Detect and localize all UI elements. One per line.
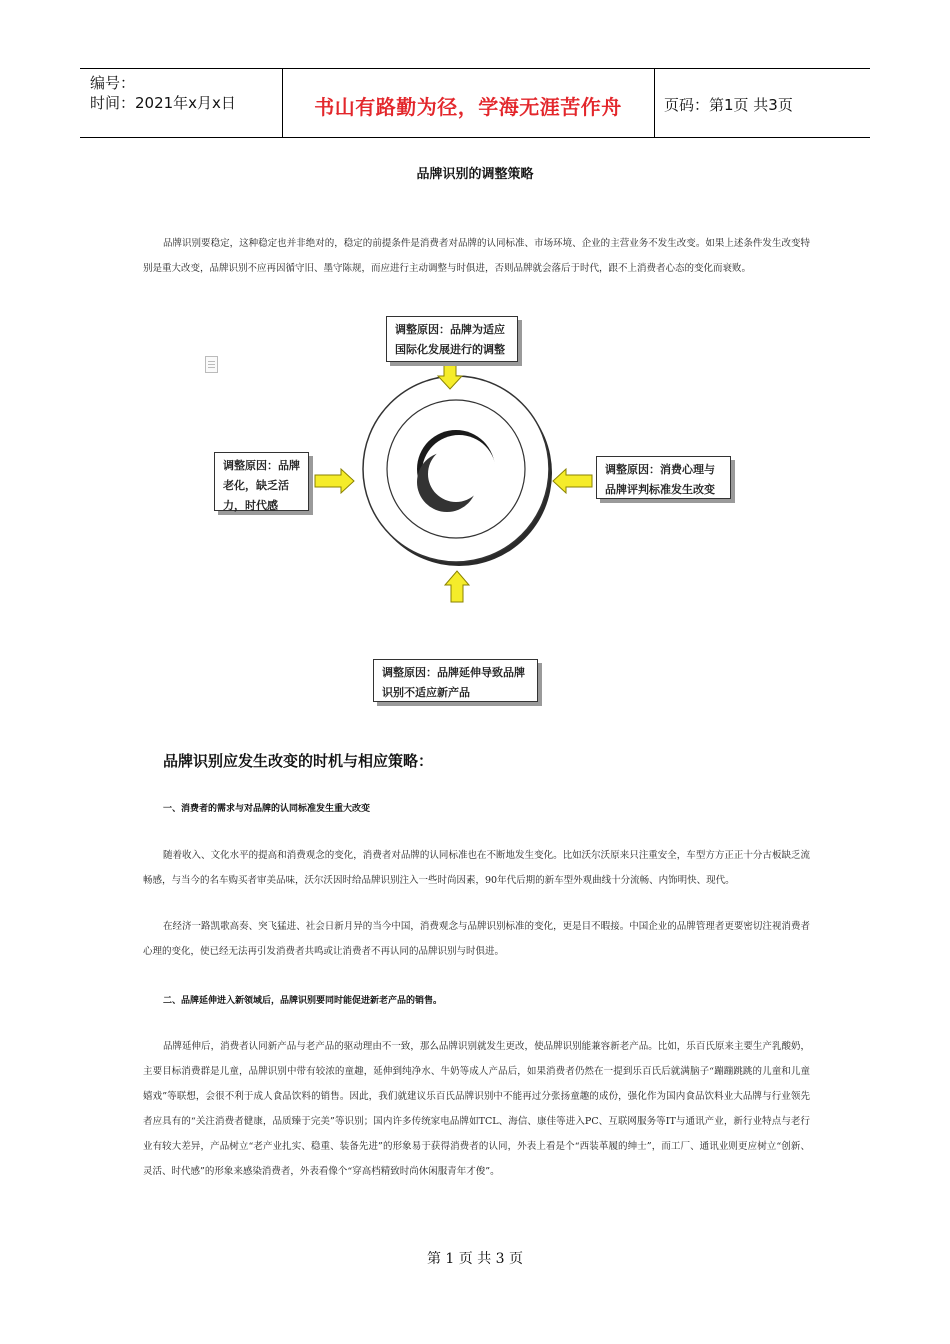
arrow-up <box>445 571 469 602</box>
number-label: 编号： <box>90 74 136 92</box>
subheading-1: 一、消费者的需求与对品牌的认同标准发生重大改变 <box>163 804 371 814</box>
section-heading: 品牌识别应发生改变的时机与相应策略： <box>163 752 434 770</box>
time-label: 时间：2021年x月x日 <box>90 94 236 112</box>
header-page-info: 页码：第1页 共3页 <box>664 96 793 114</box>
paragraph-2: 在经济一路凯歌高奏、突飞猛进、社会日新月异的当今中国，消费观念与品牌识别标准的变化，更是目不暇接。中国企业的品牌管理者更要密切注视消费者心理的变化，使已经无法再引发消费者共鸣或让消费者不再认同的品牌识别与时俱进。 <box>143 921 810 957</box>
target-rings <box>363 376 552 566</box>
reason-box-left: 调整原因：品牌老化，缺乏活力，时代感 <box>214 452 309 511</box>
reason-box-bottom: 调整原因：品牌延伸导致品牌识别不适应新产品 <box>373 659 538 702</box>
page-footer: 第 1 页 共 3 页 <box>426 1251 524 1267</box>
document-title: 品牌识别的调整策略 <box>416 167 534 182</box>
header-motto: 书山有路勤为径，学海无涯苦作舟 <box>314 95 622 119</box>
subheading-2: 二、品牌延伸进入新领域后，品牌识别要同时能促进新老产品的销售。 <box>163 996 443 1006</box>
reason-box-top: 调整原因：品牌为适应国际化发展进行的调整 <box>386 316 518 362</box>
paragraph-1: 随着收入、文化水平的提高和消费观念的变化，消费者对品牌的认同标准也在不断地发生变化。比如沃尔沃原来只注重安全，车型方方正正十分古板缺乏流畅感，与当今的名车购买者审美品味，沃尔沃因时给品牌识别注入一些时尚因素，90年代后期的新车型外观曲线十分流畅、内饰明快、现代。 <box>143 850 810 886</box>
arrow-right <box>315 469 354 493</box>
arrow-left <box>553 469 592 493</box>
intro-paragraph: 品牌识别要稳定，这种稳定也并非绝对的，稳定的前提条件是消费者对品牌的认同标准、市场环境、企业的主营业务不发生改变。如果上述条件发生改变特别是重大改变，品牌识别不应再因循守旧、墨守陈规，而应进行主动调整与时俱进，否则品牌就会落后于时代，跟不上消费者心态的变化而衰败。 <box>143 238 810 274</box>
reason-box-right: 调整原因：消费心理与品牌评判标准发生改变 <box>596 456 731 499</box>
paragraph-3: 品牌延伸后，消费者认同新产品与老产品的驱动理由不一致，那么品牌识别就发生更改，使品牌识别能兼容新老产品。比如，乐百氏原来主要生产乳酸奶，主要目标消费群是儿童，品牌识别中带有较浓的童趣，延伸到纯净水、牛奶等成人产品后，如果消费者仍然在一提到乐百氏后就满脑子“蹦蹦跳跳的儿童和儿童嬉戏”等联想，会很不利于成人食品饮料的销售。因此，我们就建议乐百氏品牌识别中不能再过分张扬童趣的成份，强化作为国内食品饮料业大品牌与行业领先者应具有的“关注消费者健康，品质臻于完美”等识别；国内许多传统家电品牌如TCL、海信、康佳等进入PC、互联网服务等IT与通讯产业，新行业特点与老行业有较大差异，产品树立“老产业扎实、稳重、装备先进”的形象易于获得消费者的认同，外表上看是个“西装革履的绅士”，而工厂、通讯业则更应树立“创新、灵活、时代感”的形象来感染消费者，外表看像个“穿高档精致时尚休闲服青年才俊”。 <box>143 1041 810 1177</box>
